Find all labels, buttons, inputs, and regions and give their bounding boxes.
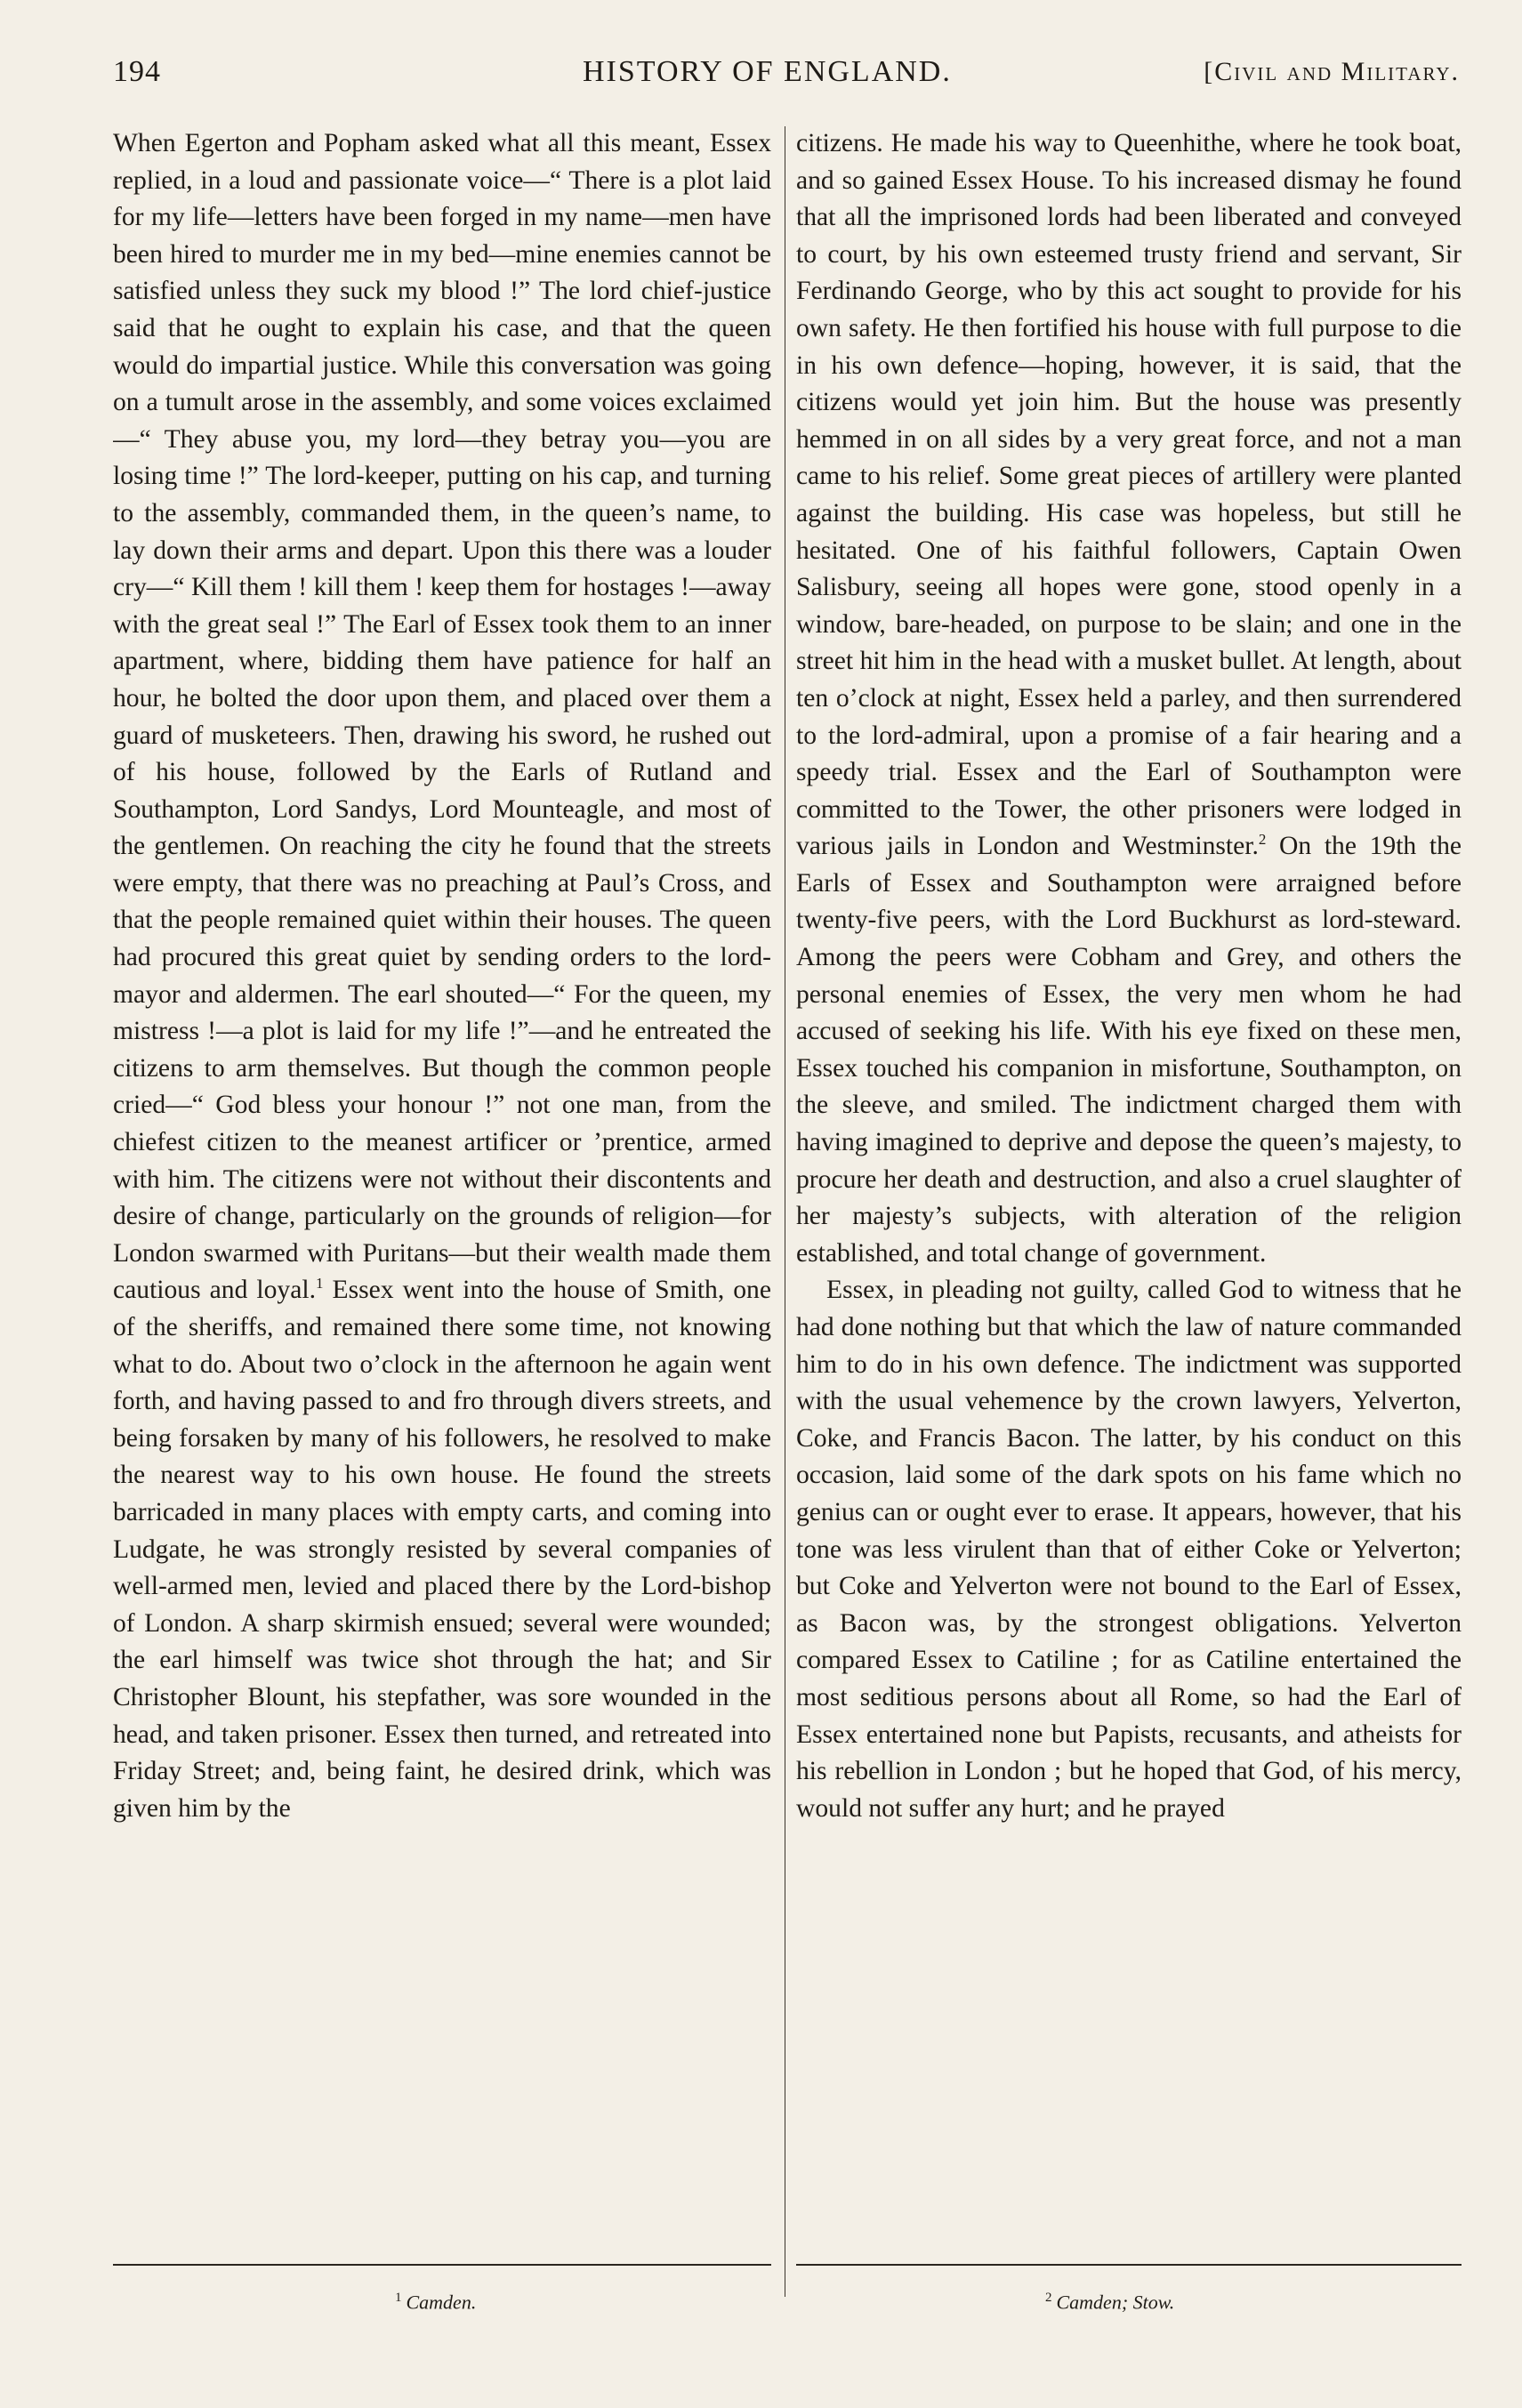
right-paragraph-1-tail: On the 19th the Earls of Essex and Southampton were arraigned before twenty-five peers, with the Lord Buckhurst as lord-steward. Among the peers were Cobham and Grey, and others the personal enemies of Essex, the very men whom he had accused of seeking his life. With his eye fixed on these men, Essex touched his companion in misfortune, Southampton, on the sleeve, and smiled. The indictment charged them with having imagined to deprive and depose the queen’s majesty, to procure her death and destruction, and also a cruel slaughter of her majesty’s subjects, with alteration of the religion established, and total change of government. xyxy=(796,832,1462,1268)
left-paragraph-1 xyxy=(113,125,771,1827)
left-paragraph-1-tail: Essex went into the house of Smith, one of the sheriffs, and remained there some time, not knowing what to do. About two o’clock in the afternoon he again went forth, and having passed to and fro through divers streets, and being forsaken by many of his followers, he resolved to make the nearest way to his own house. He found the streets barricaded in many places with empty carts, and coming into Ludgate, he was strongly resisted by several companies of well-armed men, levied and placed there by the Lord-bishop of London. A sharp skirmish ensued; several were wounded; the earl himself was twice shot through the hat; and Sir Christopher Blount, his stepfather, was sore wounded in the head, and taken prisoner. Essex then turned, and retreated into Friday Street; and, being faint, he desired drink, which was given him by the xyxy=(113,1276,771,1823)
left-column xyxy=(113,125,771,2251)
section-label: [Civil and Military. xyxy=(1204,57,1460,86)
footnote-mark-1: 1 xyxy=(395,2291,402,2305)
footnote-ref-2[interactable]: 2 xyxy=(1258,831,1267,849)
footnote-left xyxy=(395,2291,476,2314)
running-title: HISTORY OF ENGLAND. xyxy=(583,55,952,88)
footnote-right xyxy=(1045,2291,1174,2314)
footnote-text-2: Camden; Stow. xyxy=(1056,2291,1175,2314)
running-header xyxy=(113,55,1460,100)
left-paragraph-1-text: When Egerton and Popham asked what all this meant, Essex replied, in a loud and passionate voice—“ There is a plot laid for my life—letters have been forged in my name—men have been hired to murder me in my bed—mine enemies cannot be satisfied unless they suck my blood !” The lord chief-justice said that he ought to explain his case, and that the queen would do impartial justice. While this conversation was going on a tumult arose in the assembly, and some voices exclaimed—“ They abuse you, my lord—they betray you—you are losing time !” The lord-keeper, putting on his cap, and turning to the assembly, commanded them, in the queen’s name, to lay down their arms and depart. Upon this there was a louder cry—“ Kill them ! kill them ! keep them for hostages !—away with the great seal !” The Earl of Essex took them to an inner apartment, where, bidding them have patience for half an hour, he bolted the door upon them, and placed over them a guard of musketeers. Then, drawing his sword, he rushed out of his house, followed by the Earls of Rutland and Southampton, Lord Sandys, Lord Mounteagle, and most of the gentlemen. On reaching the city he found that the streets were empty, that there was no preaching at Paul’s Cross, and that the people remained quiet within their houses. The queen had procured this great quiet by sending orders to the lord-mayor and aldermen. The earl shouted—“ For the queen, my mistress !—a plot is laid for my life !”—and he entreated the citizens to arm themselves. But though the common people cried—“ God bless your honour !” not one man, from the chiefest citizen to the meanest artificer or ’prentice, armed with him. The citizens were not without their discontents and desire of change, particularly on the grounds of religion—for London swarmed with Puritans—but their wealth made them cautious and loyal. xyxy=(113,129,771,1305)
right-paragraph-1 xyxy=(796,125,1462,1272)
page-number: 194 xyxy=(113,55,161,88)
footnote-mark-2: 2 xyxy=(1045,2291,1052,2305)
footnote-ref-1[interactable]: 1 xyxy=(315,1275,324,1293)
footnote-text-1: Camden. xyxy=(406,2291,477,2314)
right-paragraph-2: Essex, in pleading not guilty, called God to witness that he had done nothing but that which the law of nature commanded him to do in his own defence. The indictment was supported with the usual vehemence by the crown lawyers, Yelverton, Coke, and Francis Bacon. The latter, by his conduct on this occasion, laid some of the dark spots on his fame which no genius can or ought ever to erase. It appears, however, that his tone was less virulent than that of either Coke or Yelverton; but Coke and Yelverton were not bound to the Earl of Essex, as Bacon was, by the strongest obligations. Yelverton compared Essex to Catiline ; for as Catiline entertained the most seditious persons about all Rome, so had the Earl of Essex entertained none but Papists, recusants, and atheists for his rebellion in London ; but he hoped that God, of his mercy, would not suffer any hurt; and he prayed xyxy=(796,1276,1462,1823)
footnote-rule-right xyxy=(796,2264,1462,2266)
right-paragraph-1-text: citizens. He made his way to Queenhithe, where he took boat, and so gained Essex House. To his increased dismay he found that all the imprisoned lords had been liberated and conveyed to court, by his own esteemed trusty friend and servant, Sir Ferdinando George, who by this act sought to provide for his own safety. He then fortified his house with full purpose to die in his own defence—hoping, however, it is said, that the citizens would yet join him. But the house was presently hemmed in on all sides by a very great force, and not a man came to his relief. Some great pieces of artillery were planted against the building. His case was hopeless, but still he hesitated. One of his faithful followers, Captain Owen Salisbury, seeing all hopes were gone, stood openly in a window, bare-headed, on purpose to be slain; and one in the street hit him in the head with a musket bullet. At length, about ten o’clock at night, Essex held a parley, and then surrendered to the lord-admiral, upon a promise of a fair hearing and a speedy trial. Essex and the Earl of Southampton were committed to the Tower, the other prisoners were lodged in various jails in London and Westminster. xyxy=(796,129,1462,861)
footnote-rule-left xyxy=(113,2264,771,2266)
right-column xyxy=(796,125,1462,2251)
